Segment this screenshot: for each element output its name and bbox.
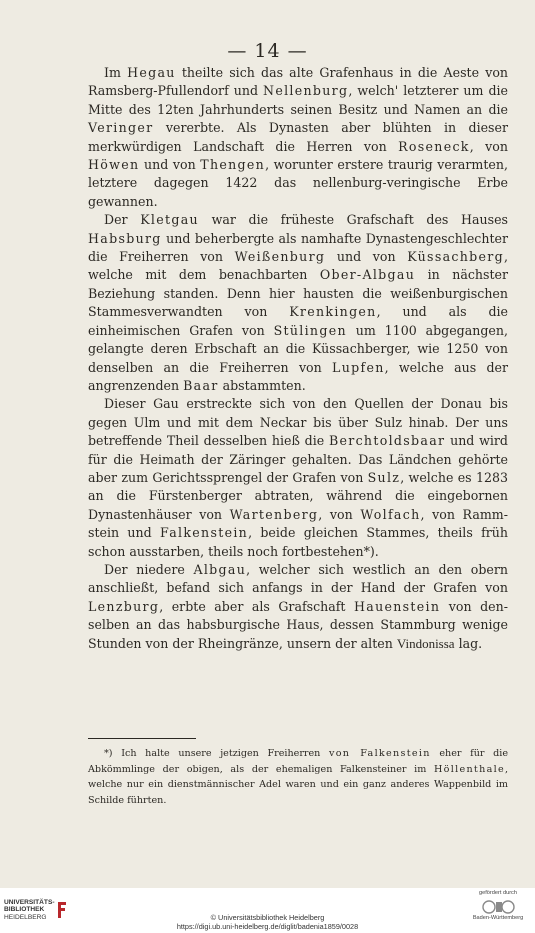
text-body (88, 64, 508, 653)
paragraph-hegau: Im Hegau theilte sich das alte Grafenhaus in die Aeste von Ramsberg-Pfullendorf und Nellenburg, welch' letzterer um die Mitte des 12ten Jahrhunderts seinen Besitz und Namen an die Veringer vererbte. Als Dynasten aber blühten in dieser merkwürdigen Landschaft die Herren von Roseneck, von Höwen und von Thengen, worunter erstere traurig verarmten, letztere dagegen 1422 das nellenburg-veringische Erbe gewannen. (88, 65, 509, 209)
footer-bar (0, 888, 535, 933)
state-crest-icon (479, 898, 517, 916)
paragraph-albgau: Der niedere Albgau, welcher sich westlich an den obern anschließt, befand sich anfangs in der Hand der Grafen von Lenzburg, erbte aber als Grafschaft Hauenstein von denselben an das habsburgische Haus, dessen Stammburg wenige Stunden von der Rheingränze, unsern der alten Vindonissa lag. (88, 561, 509, 651)
footnote-rule (88, 738, 196, 739)
paragraph-baar: Dieser Gau erstreckte sich von den Quellen der Donau bis gegen Ulm und mit dem Neckar bis über Sulz hinab. Der uns betreffende Theil desselben hieß die Berchtoldsbaar und wird für die Heimath der Zäringer gehalten. Das Ländchen gehörte aber zum Gerichtssprengel der Grafen von Sulz, welche es 1283 an die Fürstenberger abtraten, während die eingebornen Dynastenhäuser von Wartenberg, von Wolfach, von Rammstein und Falkenstein, beide gleichen Stammes, theils früh schon ausstarben, theils noch fortbestehen*). (88, 396, 509, 559)
page-number: — 14 — (227, 40, 308, 62)
copyright-notice: © Universitätsbibliothek Heidelberg https://digi.ub.uni-heidelberg.de/diglit/badenia1859/0028 (0, 914, 535, 931)
paragraph-kletgau: Der Kletgau war die früheste Grafschaft des Hauses Habsburg und beherbergte als namhafte Dynastengeschlechter die Freiherren von Weißenburg und von Küssachberg, welche mit dem benachbarten Ober-Albgau in nächster Beziehung standen. Denn hier hausten die weißenburgischen Stammesverwandten von Krenkingen, und als die einheimischen Grafen von Stülingen um 1100 abgegangen, gelangte deren Erbschaft an die Küssachberger, wie 1250 von denselben an die Freiherren von Lupfen, welche aus der angrenzenden Baar abstammten. (88, 212, 509, 393)
source-url-link[interactable]: https://digi.ub.uni-heidelberg.de/diglit/badenia1859/0028 (176, 921, 359, 931)
funder-logo: gefördert durch Baden-Württemberg (472, 890, 524, 921)
library-name: UNIVERSITÄTS- BIBLIOTHEK HEIDELBERG (4, 898, 55, 921)
footnote: *) Ich halte unsere jetzigen Freiherren von Falkenstein eher für die Abkömmlinge der obigen, als der ehemaligen Falkensteiner im Höllenthale, welche nur ein dienstmännischer Adel waren und ein ganz anderes Wappenbild im Schilde führten. (88, 748, 508, 806)
